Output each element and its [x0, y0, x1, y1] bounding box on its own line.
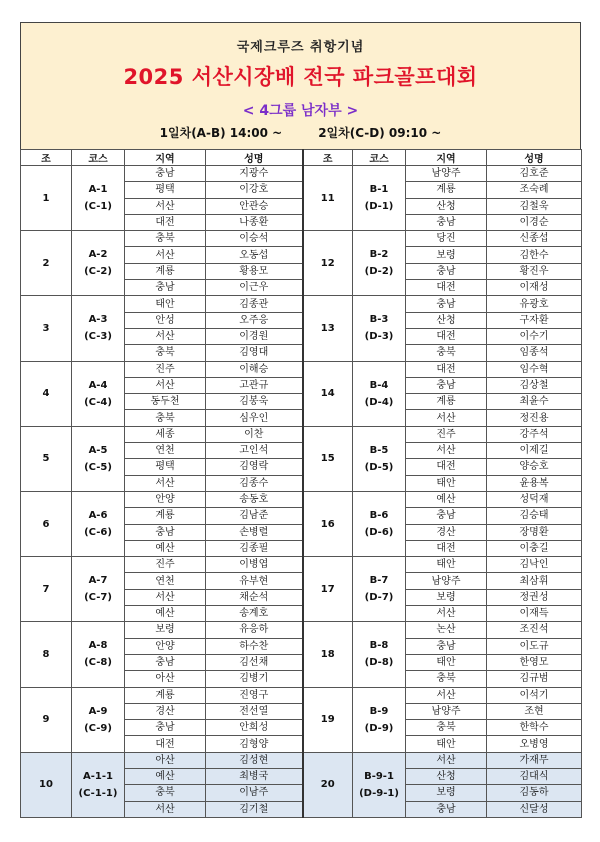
course-cell: [353, 361, 406, 426]
region-cell: 아산: [125, 671, 206, 687]
course-cell: [72, 752, 125, 817]
region-cell: 진주: [125, 361, 206, 377]
region-cell: 안성: [125, 312, 206, 328]
table-row: [21, 361, 582, 377]
course-day2: (D-7): [364, 592, 394, 604]
region-cell: 계룡: [125, 508, 206, 524]
player-name-cell: 김상철: [487, 377, 582, 393]
course-day2: (D-6): [364, 527, 394, 539]
player-name-cell: 이도규: [487, 638, 582, 654]
group-number: 6: [21, 491, 72, 556]
subtitle: 국제크루즈 취항기념: [236, 40, 365, 55]
course-cell: [353, 426, 406, 491]
player-name-cell: 정권성: [487, 589, 582, 605]
group-number: 18: [303, 622, 353, 687]
region-cell: 남양주: [406, 703, 487, 719]
region-cell: 보령: [125, 622, 206, 638]
region-cell: 서산: [125, 377, 206, 393]
player-name-cell: 이경원: [206, 328, 303, 344]
region-cell: 충남: [406, 296, 487, 312]
group-number: 5: [21, 426, 72, 491]
region-cell: 대전: [125, 214, 206, 230]
group-number: 9: [21, 687, 72, 752]
course-cell: [353, 491, 406, 556]
region-cell: 경산: [125, 703, 206, 719]
player-name-cell: 이재득: [487, 606, 582, 622]
region-cell: 예산: [125, 768, 206, 784]
region-cell: 충남: [125, 280, 206, 296]
course-day2: (C-9): [84, 722, 112, 734]
region-cell: 산청: [406, 198, 487, 214]
player-name-cell: 임종석: [487, 345, 582, 361]
player-name-cell: 안희성: [206, 720, 303, 736]
region-cell: 충북: [125, 231, 206, 247]
player-name-cell: 최병국: [206, 768, 303, 784]
course-cell: [353, 296, 406, 361]
course-day1: A-9: [88, 705, 108, 717]
region-cell: 예산: [125, 606, 206, 622]
region-cell: 충남: [406, 377, 487, 393]
course-cell: [72, 687, 125, 752]
player-name-cell: 장명환: [487, 524, 582, 540]
region-cell: 충북: [125, 410, 206, 426]
course-day1: B-8: [369, 640, 389, 652]
player-name-cell: 최윤수: [487, 394, 582, 410]
region-cell: 충남: [406, 263, 487, 279]
region-cell: 세종: [125, 426, 206, 442]
region-cell: 예산: [125, 540, 206, 556]
player-name-cell: 김영대: [206, 345, 303, 361]
player-name-cell: 오동섭: [206, 247, 303, 263]
player-name-cell: 조현: [487, 703, 582, 719]
region-cell: 충남: [125, 166, 206, 182]
player-name-cell: 오병영: [487, 736, 582, 752]
region-cell: 남양주: [406, 166, 487, 182]
player-name-cell: 김영락: [206, 459, 303, 475]
region-cell: 대전: [406, 459, 487, 475]
region-cell: 계룡: [125, 687, 206, 703]
region-cell: 남양주: [406, 573, 487, 589]
player-name-cell: 이찬: [206, 426, 303, 442]
region-cell: 서산: [406, 752, 487, 768]
player-name-cell: 이경순: [487, 214, 582, 230]
course-cell: [72, 491, 125, 556]
player-name-cell: 김철욱: [487, 198, 582, 214]
player-name-cell: 유응하: [206, 622, 303, 638]
course-day1: A-2: [88, 249, 108, 261]
player-name-cell: 김선채: [206, 654, 303, 670]
region-cell: 진주: [125, 557, 206, 573]
group-label: < 4그룹 남자부 >: [242, 103, 359, 119]
course-cell: [353, 557, 406, 622]
course-cell: [353, 231, 406, 296]
region-cell: 서산: [406, 606, 487, 622]
player-name-cell: 이병엽: [206, 557, 303, 573]
region-cell: 충북: [125, 785, 206, 801]
region-cell: 충남: [406, 214, 487, 230]
region-cell: 대전: [406, 328, 487, 344]
group-number: 13: [303, 296, 353, 361]
table-body: [21, 166, 582, 818]
region-cell: 산청: [406, 312, 487, 328]
player-name-cell: 성덕재: [487, 491, 582, 507]
region-cell: 계룡: [406, 394, 487, 410]
region-cell: 서산: [125, 198, 206, 214]
player-name-cell: 최삼휘: [487, 573, 582, 589]
column-header: 지역: [125, 150, 206, 166]
course-cell: [72, 361, 125, 426]
region-cell: 태안: [406, 557, 487, 573]
player-name-cell: 한영모: [487, 654, 582, 670]
player-name-cell: 김봉욱: [206, 394, 303, 410]
table-row: [21, 491, 582, 507]
course-day1: A-8: [88, 640, 108, 652]
course-day2: (C-4): [84, 396, 112, 408]
group-number: 2: [21, 231, 72, 296]
region-cell: 서산: [125, 328, 206, 344]
player-name-cell: 임수혁: [487, 361, 582, 377]
course-day1: B-9-1: [364, 770, 394, 782]
region-cell: 충남: [406, 801, 487, 817]
course-day2: (C-1): [84, 201, 112, 213]
table-row: [21, 752, 582, 768]
header-banner: [20, 22, 581, 149]
course-day1: A-5: [88, 444, 108, 456]
course-day2: (D-5): [364, 461, 394, 473]
player-name-cell: 이강호: [206, 182, 303, 198]
player-name-cell: 이충길: [487, 540, 582, 556]
player-name-cell: 김형양: [206, 736, 303, 752]
region-cell: 보령: [406, 589, 487, 605]
column-header: 성명: [487, 150, 582, 166]
course-cell: [353, 687, 406, 752]
region-cell: 서산: [406, 410, 487, 426]
course-day2: (C-8): [84, 657, 112, 669]
course-cell: [72, 557, 125, 622]
group-number: 12: [303, 231, 353, 296]
region-cell: 계룡: [125, 263, 206, 279]
course-cell: [72, 426, 125, 491]
course-day1: A-7: [88, 575, 108, 587]
region-cell: 충남: [406, 638, 487, 654]
course-day1: A-4: [88, 379, 108, 391]
player-name-cell: 김병기: [206, 671, 303, 687]
course-day1: A-1: [88, 184, 108, 196]
course-day2: (C-6): [84, 527, 112, 539]
course-cell: [72, 296, 125, 361]
region-cell: 충북: [406, 345, 487, 361]
table-row: [21, 557, 582, 573]
group-number: 3: [21, 296, 72, 361]
region-cell: 보령: [406, 785, 487, 801]
column-header: 조: [303, 150, 353, 166]
player-name-cell: 윤용복: [487, 475, 582, 491]
player-name-cell: 이해승: [206, 361, 303, 377]
course-cell: [353, 166, 406, 231]
region-cell: 안양: [125, 638, 206, 654]
player-name-cell: 정진용: [487, 410, 582, 426]
group-number: 11: [303, 166, 353, 231]
player-name-cell: 고인석: [206, 443, 303, 459]
group-number: 16: [303, 491, 353, 556]
region-cell: 계룡: [406, 182, 487, 198]
player-name-cell: 김낙인: [487, 557, 582, 573]
group-number: 15: [303, 426, 353, 491]
region-cell: 경산: [406, 524, 487, 540]
course-day2: (D-4): [364, 396, 394, 408]
table-row: [21, 426, 582, 442]
course-day2: (D-1): [364, 201, 394, 213]
course-day2: (C-5): [84, 461, 112, 473]
table-row: [21, 622, 582, 638]
group-number: 7: [21, 557, 72, 622]
course-day2: (C-3): [84, 331, 112, 343]
group-number: 10: [21, 752, 72, 817]
player-name-cell: 조숙례: [487, 182, 582, 198]
player-name-cell: 이근우: [206, 280, 303, 296]
column-header: 코스: [72, 150, 125, 166]
player-name-cell: 김남준: [206, 508, 303, 524]
column-header: 코스: [353, 150, 406, 166]
course-day1: B-1: [369, 184, 389, 196]
player-name-cell: 김동하: [487, 785, 582, 801]
region-cell: 연천: [125, 443, 206, 459]
region-cell: 대전: [406, 540, 487, 556]
region-cell: 예산: [406, 491, 487, 507]
player-name-cell: 나종환: [206, 214, 303, 230]
player-name-cell: 김승태: [487, 508, 582, 524]
player-name-cell: 신달성: [487, 801, 582, 817]
course-day2: (D-2): [364, 266, 394, 278]
region-cell: 산청: [406, 768, 487, 784]
region-cell: 서산: [125, 475, 206, 491]
player-name-cell: 하수찬: [206, 638, 303, 654]
group-number: 4: [21, 361, 72, 426]
course-day2: (D-3): [364, 331, 394, 343]
schedule-times: [21, 124, 580, 141]
region-cell: 보령: [406, 247, 487, 263]
player-name-cell: 이석기: [487, 687, 582, 703]
group-number: 1: [21, 166, 72, 231]
course-cell: [353, 622, 406, 687]
player-name-cell: 채순석: [206, 589, 303, 605]
region-cell: 서산: [125, 247, 206, 263]
player-name-cell: 송계호: [206, 606, 303, 622]
player-name-cell: 유광호: [487, 296, 582, 312]
player-name-cell: 조진석: [487, 622, 582, 638]
course-day1: B-9: [369, 705, 389, 717]
group-number: 8: [21, 622, 72, 687]
course-day1: A-3: [88, 314, 108, 326]
player-name-cell: 가재무: [487, 752, 582, 768]
region-cell: 평택: [125, 459, 206, 475]
course-cell: [72, 166, 125, 231]
table-header-row: [21, 150, 582, 166]
player-name-cell: 손병렬: [206, 524, 303, 540]
course-day2: (C-7): [84, 592, 112, 604]
course-cell: [72, 622, 125, 687]
course-cell: [353, 752, 406, 817]
column-header: 조: [21, 150, 72, 166]
day2-time: 2일차(C-D) 09:10 ~: [318, 126, 442, 140]
player-name-cell: 구자환: [487, 312, 582, 328]
player-name-cell: 황진우: [487, 263, 582, 279]
player-name-cell: 고관규: [206, 377, 303, 393]
region-cell: 충남: [125, 524, 206, 540]
course-day2: (C-1-1): [78, 787, 118, 799]
course-day2: (D-8): [364, 657, 394, 669]
group-number: 19: [303, 687, 353, 752]
player-name-cell: 진영구: [206, 687, 303, 703]
region-cell: 아산: [125, 752, 206, 768]
region-cell: 대전: [406, 361, 487, 377]
course-day1: B-2: [369, 249, 389, 261]
course-cell: [72, 231, 125, 296]
course-day1: B-5: [369, 444, 389, 456]
player-name-cell: 김종수: [206, 475, 303, 491]
player-name-cell: 신종섭: [487, 231, 582, 247]
group-number: 17: [303, 557, 353, 622]
region-cell: 대전: [406, 280, 487, 296]
course-day1: B-4: [369, 379, 389, 391]
region-cell: 충남: [125, 654, 206, 670]
region-cell: 태안: [406, 654, 487, 670]
course-day1: A-1-1: [83, 770, 113, 782]
course-day1: B-3: [369, 314, 389, 326]
region-cell: 충남: [125, 720, 206, 736]
column-header: 지역: [406, 150, 487, 166]
group-number: 20: [303, 752, 353, 817]
player-name-cell: 이승석: [206, 231, 303, 247]
player-name-cell: 이수기: [487, 328, 582, 344]
day1-time: 1일차(A-B) 14:00 ~: [159, 126, 283, 140]
player-name-cell: 김규범: [487, 671, 582, 687]
table-row: [21, 166, 582, 182]
region-cell: 태안: [125, 296, 206, 312]
region-cell: 연천: [125, 573, 206, 589]
region-cell: 안양: [125, 491, 206, 507]
player-name-cell: 이재성: [487, 280, 582, 296]
region-cell: 태안: [406, 475, 487, 491]
group-number: 14: [303, 361, 353, 426]
region-cell: 당진: [406, 231, 487, 247]
roster-table: [20, 149, 582, 818]
player-name-cell: 이제길: [487, 443, 582, 459]
player-name-cell: 김종관: [206, 296, 303, 312]
region-cell: 충북: [406, 671, 487, 687]
player-name-cell: 김대식: [487, 768, 582, 784]
course-day2: (D-9-1): [359, 787, 399, 799]
table-row: [21, 687, 582, 703]
player-name-cell: 지광수: [206, 166, 303, 182]
region-cell: 평택: [125, 182, 206, 198]
player-name-cell: 김종필: [206, 540, 303, 556]
player-name-cell: 이남주: [206, 785, 303, 801]
player-name-cell: 양승호: [487, 459, 582, 475]
player-name-cell: 전선열: [206, 703, 303, 719]
player-name-cell: 김한수: [487, 247, 582, 263]
document: [20, 22, 581, 818]
region-cell: 충남: [406, 508, 487, 524]
player-name-cell: 심우인: [206, 410, 303, 426]
course-day2: (D-9): [364, 722, 394, 734]
region-cell: 서산: [406, 443, 487, 459]
player-name-cell: 김호준: [487, 166, 582, 182]
player-name-cell: 유부현: [206, 573, 303, 589]
region-cell: 서산: [406, 687, 487, 703]
player-name-cell: 김성현: [206, 752, 303, 768]
player-name-cell: 김기철: [206, 801, 303, 817]
course-day2: (C-2): [84, 266, 112, 278]
page-title: 2025 서산시장배 전국 파크골프대회: [123, 65, 478, 89]
player-name-cell: 한학수: [487, 720, 582, 736]
region-cell: 서산: [125, 589, 206, 605]
player-name-cell: 황용모: [206, 263, 303, 279]
region-cell: 논산: [406, 622, 487, 638]
table-row: [21, 296, 582, 312]
table-row: [21, 231, 582, 247]
column-header: 성명: [206, 150, 303, 166]
region-cell: 충북: [406, 720, 487, 736]
region-cell: 충북: [125, 345, 206, 361]
region-cell: 대전: [125, 736, 206, 752]
region-cell: 태안: [406, 736, 487, 752]
course-day1: B-6: [369, 510, 389, 522]
player-name-cell: 송동호: [206, 491, 303, 507]
region-cell: 동두천: [125, 394, 206, 410]
region-cell: 진주: [406, 426, 487, 442]
player-name-cell: 안관승: [206, 198, 303, 214]
region-cell: 서산: [125, 801, 206, 817]
player-name-cell: 오주응: [206, 312, 303, 328]
player-name-cell: 강주석: [487, 426, 582, 442]
course-day1: A-6: [88, 510, 108, 522]
course-day1: B-7: [369, 575, 389, 587]
